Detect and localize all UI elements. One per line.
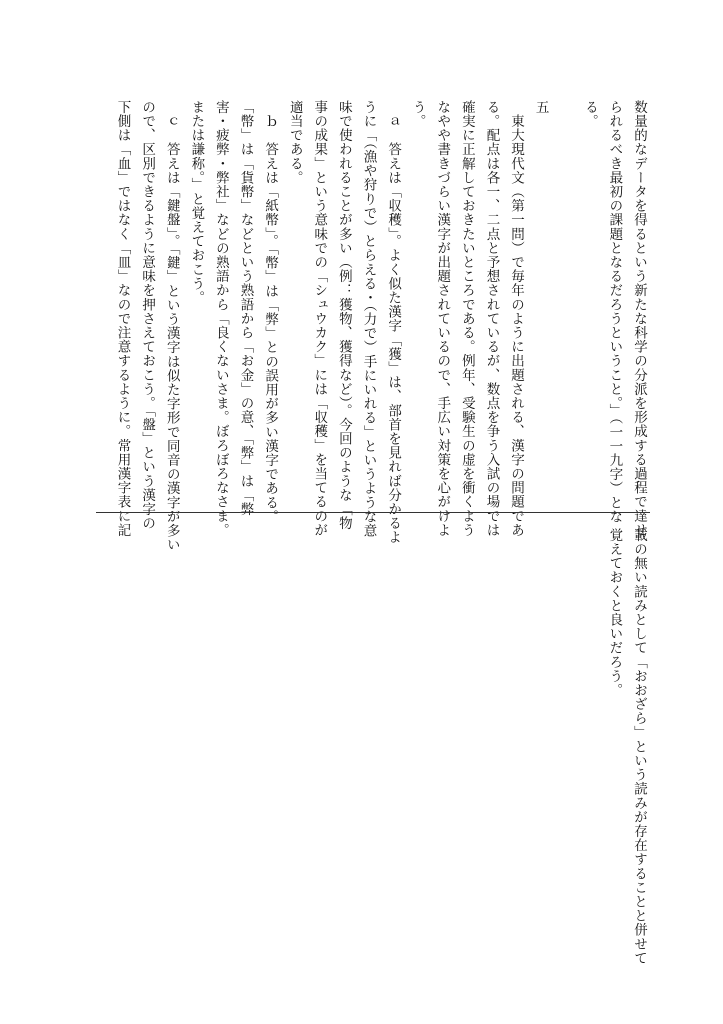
section-number: 五	[532, 100, 549, 115]
text-line: または謙称。」と覚えておこう。	[188, 100, 205, 305]
text-line: ｂ 答えは「紙幣」。「幣」は「弊」との誤用が多い漢字である。	[262, 100, 279, 524]
text-line: 「幣」は「貨幣」などという熟語から「お金」の意、「弊」は「弊	[237, 100, 254, 517]
text-line: 確実に正解しておきたいところである。例年、受験生の虚を衝くよう	[458, 100, 475, 538]
text-line: る。配点は各一、二点と予想されているが、数点を争う入試の場では	[483, 100, 500, 538]
text-line: 数量的なデータを得るという新たな科学の分派を形成する過程で達せ	[631, 100, 647, 538]
text-line: 適当である。	[286, 100, 303, 185]
text-line: る。	[581, 100, 598, 129]
text-line: 覚えておくと良いだろう。	[606, 528, 623, 698]
text-line: うに「（漁や狩りで）とらえる・（力で）手にいれる」というような意	[360, 100, 377, 538]
text-line: 害・疲弊・弊社」などの熟語から「良くないさま。ぼろぼろなさま。	[212, 100, 229, 538]
text-line: 下側は「血」ではなく「皿」なので注意するように。常用漢字表に記	[114, 100, 131, 538]
text-line: なやや書きづらい漢字が出題されているので、手広い対策を心がけよ	[434, 100, 451, 538]
text-line: 味で使われることが多い（例：獲物、獲得など）。今回のような「物	[335, 100, 352, 531]
blank-line	[553, 100, 578, 500]
text-line: 東大現代文（第一問）で毎年のように出題される、漢字の問題であ	[508, 100, 525, 538]
upper-text-column	[110, 100, 651, 552]
text-line: 事の成果」という意味での「シュウカク」には「収穫」を当てるのが	[311, 100, 328, 538]
text-line: られるべき最初の課題となるだろうということ。」（一一九字）とな	[606, 100, 623, 524]
text-line: ｃ 答えは「鍵盤」。「鍵」という漢字は似た字形で同音の漢字が多い	[163, 100, 180, 552]
text-line: 載の無い読みとして「おおざら」という読みが存在することと併せて	[631, 528, 647, 966]
text-line: ので、区別できるように意味を押さえておこう。「盤」という漢字の	[139, 100, 156, 531]
text-line: ａ 答えは「収穫」。よく似た漢字「獲」は、部首を見れば分かるよ	[385, 100, 402, 545]
text-line: う。	[409, 100, 426, 129]
lower-text-column	[602, 528, 651, 966]
column-divider	[96, 512, 650, 513]
